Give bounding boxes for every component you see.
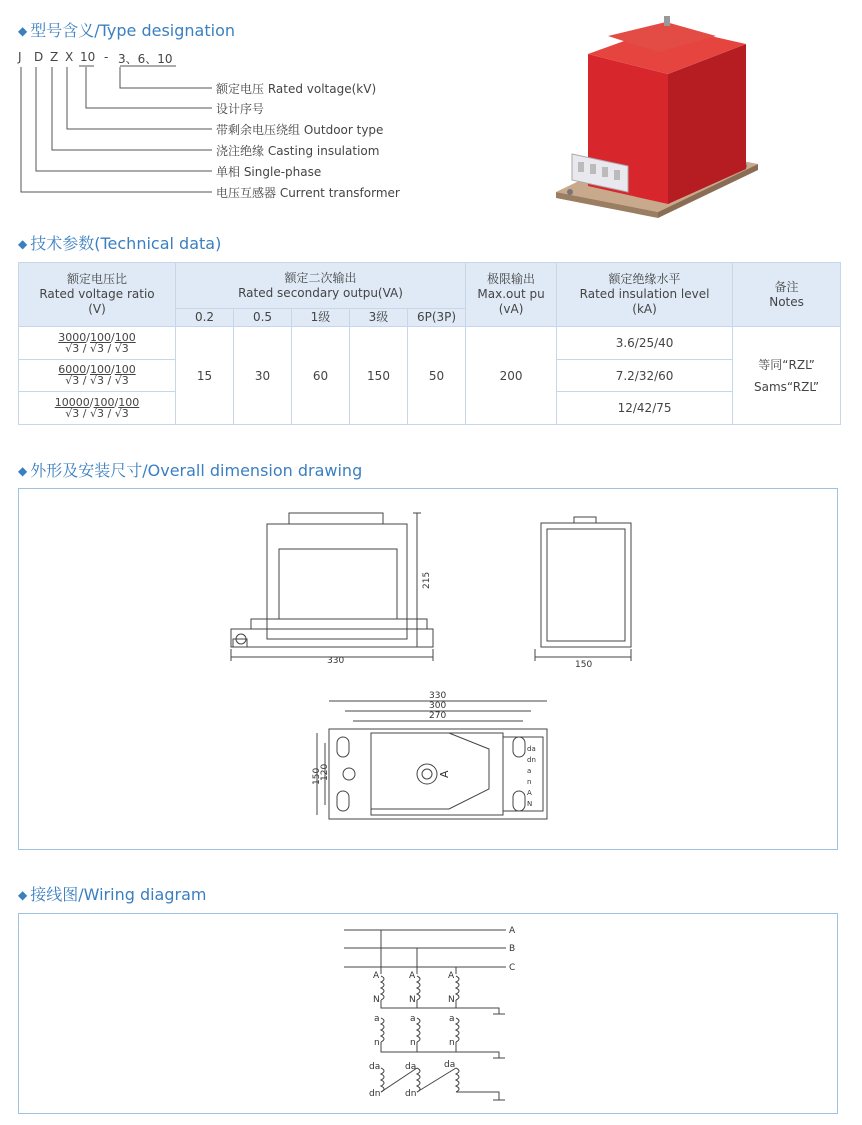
dim-215: 215 bbox=[422, 571, 432, 589]
desc-design-serial: 设计序号 bbox=[216, 102, 265, 116]
output-cell: 50 bbox=[408, 327, 466, 425]
desc-single-phase: 单相 Single-phase bbox=[216, 165, 322, 179]
code-letter: 10 bbox=[80, 50, 96, 64]
ratio-cell: 3000/100/100 √3 / √3 / √3 bbox=[19, 327, 176, 360]
dimension-drawing-box bbox=[18, 488, 838, 850]
output-cell: 15 bbox=[176, 327, 234, 425]
desc-residual-winding: 带剩余电压绕组 Outdoor type bbox=[216, 123, 384, 137]
desc-casting-insulation: 浇注绝缘 Casting insulatiom bbox=[216, 144, 380, 158]
terminal-label: n bbox=[527, 778, 532, 786]
coil-label: n bbox=[449, 1038, 455, 1048]
notes-cell: 等同“RZL” Sams“RZL” bbox=[733, 327, 841, 425]
label-A: A bbox=[438, 770, 451, 778]
code-letter: X bbox=[65, 50, 74, 64]
header-notes: 备注 Notes bbox=[733, 263, 841, 327]
coil-label: a bbox=[410, 1014, 416, 1024]
coil-label: n bbox=[374, 1038, 380, 1048]
dim-120-left: 120 bbox=[320, 763, 330, 781]
terminal-label: A bbox=[527, 789, 532, 797]
phase-label: C bbox=[509, 963, 516, 973]
class-header: 0.2 bbox=[176, 309, 234, 327]
dim-150-side: 150 bbox=[575, 660, 593, 670]
header-insulation: 额定绝缘水平 Rated insulation level (kA) bbox=[557, 263, 733, 327]
section-title-type: ◆ 型号含义/Type designation bbox=[18, 21, 235, 40]
class-header: 1级 bbox=[292, 309, 350, 327]
diamond-bullet-icon: ◆ bbox=[18, 464, 28, 478]
output-cell: 30 bbox=[234, 327, 292, 425]
dim-270-top: 270 bbox=[429, 711, 447, 721]
code-letter: D bbox=[34, 50, 44, 64]
section-title-dimension: ◆ 外形及安装尺寸/Overall dimension drawing bbox=[18, 461, 363, 480]
diamond-bullet-icon: ◆ bbox=[18, 237, 28, 251]
coil-label: N bbox=[373, 995, 380, 1005]
coil-label: N bbox=[448, 995, 455, 1005]
coil-label: n bbox=[410, 1038, 416, 1048]
coil-label: a bbox=[374, 1014, 380, 1024]
terminal-label: a bbox=[527, 767, 532, 775]
dimension-drawing bbox=[19, 489, 837, 849]
output-cell: 150 bbox=[350, 327, 408, 425]
header-secondary: 额定二次输出 Rated secondary outpu(VA) bbox=[176, 263, 466, 309]
coil-label: A bbox=[448, 971, 455, 981]
coil-label: A bbox=[373, 971, 380, 981]
dim-330-top: 330 bbox=[429, 691, 447, 701]
code-letter: J bbox=[18, 50, 22, 64]
insulation-cell: 7.2/32/60 bbox=[557, 360, 733, 392]
header-limit: 极限输出 Max.out pu (vA) bbox=[466, 263, 557, 327]
coil-label: N bbox=[409, 995, 416, 1005]
code-letter: 3、6、10 bbox=[118, 52, 173, 66]
product-photo bbox=[548, 14, 778, 224]
class-header: 3级 bbox=[350, 309, 408, 327]
terminal-label: da bbox=[527, 745, 536, 753]
output-cell: 60 bbox=[292, 327, 350, 425]
coil-label: dn bbox=[405, 1089, 417, 1099]
insulation-cell: 12/42/75 bbox=[557, 392, 733, 425]
dim-300-top: 300 bbox=[429, 701, 447, 711]
diamond-bullet-icon: ◆ bbox=[18, 888, 28, 902]
dim-150-left: 150 bbox=[312, 767, 322, 785]
section-title-tech: ◆ 技术参数(Technical data) bbox=[18, 234, 222, 253]
class-header: 0.5 bbox=[234, 309, 292, 327]
ratio-cell: 6000/100/100 √3 / √3 / √3 bbox=[19, 360, 176, 392]
coil-label: da bbox=[405, 1062, 417, 1072]
terminal-label: dn bbox=[527, 756, 536, 764]
section-title-wiring: ◆ 接线图/Wiring diagram bbox=[18, 885, 207, 904]
phase-label: B bbox=[509, 944, 516, 954]
insulation-cell: 3.6/25/40 bbox=[557, 327, 733, 360]
desc-rated-voltage: 额定电压 Rated voltage(kV) bbox=[216, 82, 377, 96]
wiring-diagram bbox=[19, 914, 837, 1113]
wiring-diagram-box bbox=[18, 913, 838, 1114]
code-letter: - bbox=[104, 50, 109, 64]
desc-transformer: 电压互感器 Current transformer bbox=[216, 186, 400, 200]
dim-330-front: 330 bbox=[327, 656, 345, 666]
code-letter: Z bbox=[50, 50, 59, 64]
coil-label: dn bbox=[369, 1089, 381, 1099]
coil-label: da bbox=[444, 1060, 456, 1070]
limit-cell: 200 bbox=[466, 327, 557, 425]
technical-data-table bbox=[18, 262, 841, 425]
ratio-cell: 10000/100/100 √3 / √3 / √3 bbox=[19, 392, 176, 425]
coil-label: A bbox=[409, 971, 416, 981]
phase-label: A bbox=[509, 926, 516, 936]
coil-label: a bbox=[449, 1014, 455, 1024]
header-ratio: 额定电压比 Rated voltage ratio (V) bbox=[19, 263, 176, 327]
class-header: 6P(3P) bbox=[408, 309, 466, 327]
coil-label: da bbox=[369, 1062, 381, 1072]
terminal-label: N bbox=[527, 800, 533, 808]
diamond-bullet-icon: ◆ bbox=[18, 24, 28, 38]
